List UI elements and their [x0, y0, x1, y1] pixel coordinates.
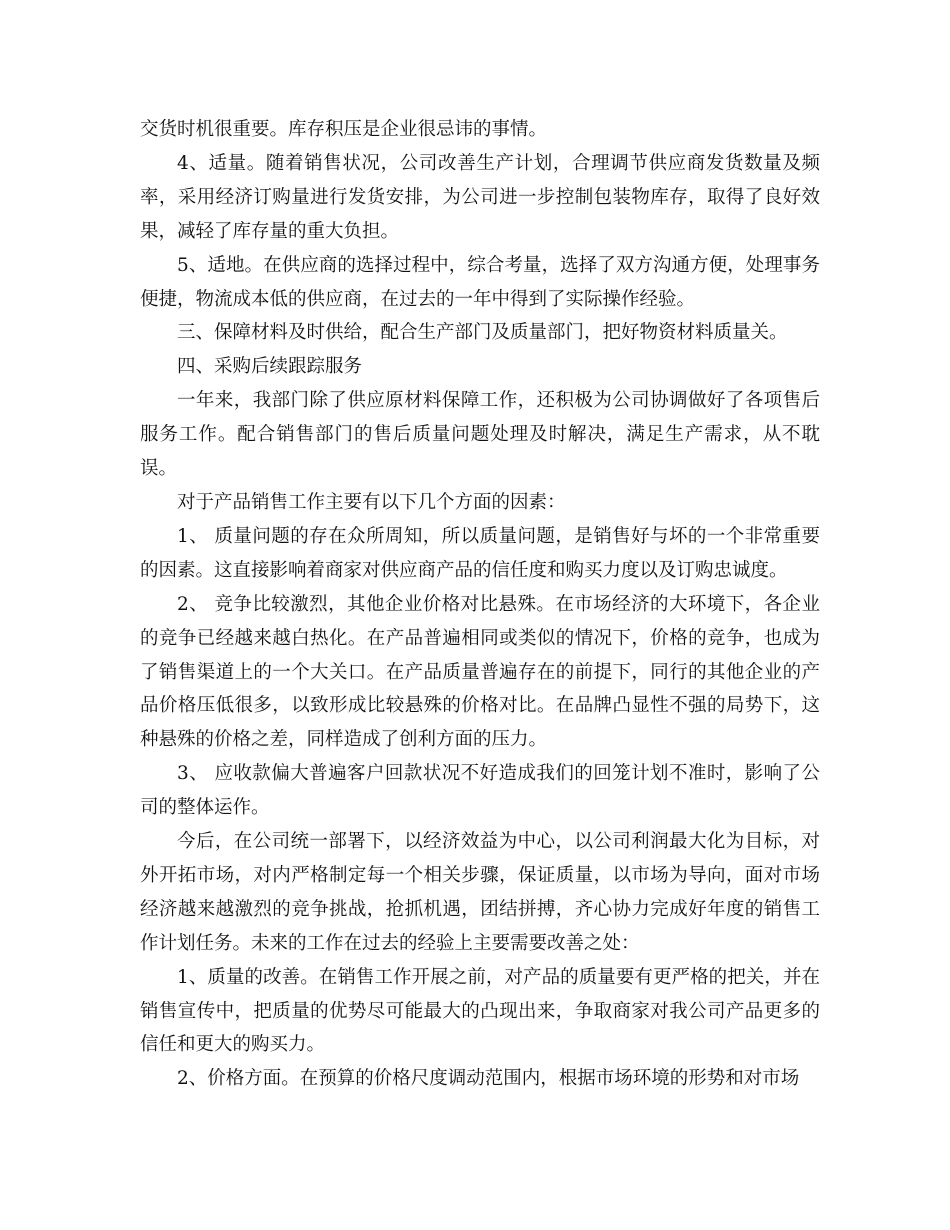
paragraph-factor-1-quality: 1、 质量问题的存在众所周知，所以质量问题，是销售好与坏的一个非常重要的因素。这直接影响着商家对供应商产品的信任度和购买力度以及订购忠诚度。	[140, 525, 820, 581]
paragraph-factor-2-competition: 2、 竞争比较激烈，其他企业价格对比悬殊。在市场经济的大环境下，各企业的竞争已经越来越白热化。在产品普遍相同或类似的情况下，价格的竞争，也成为了销售渠道上的一个大关口。在产品质量普遍存在的前提下，同行的其他企业的产品价格压低很多，以致形成比较悬殊的价格对比。在品牌凸显性不强的局势下，这种悬殊的价格之差，同样造成了创利方面的压力。	[140, 593, 820, 751]
paragraph-improvement-2-price: 2、价格方面。在预算的价格尺度调动范围内，根据市场环境的形势和对市场	[177, 1068, 800, 1090]
paragraph-improvement-1-quality: 1、质量的改善。在销售工作开展之前，对产品的质量要有更严格的把关，并在销售宣传中，把质量的优势尽可能最大的凸现出来，争取商家对我公司产品更多的信任和更大的购买力。	[140, 966, 820, 1056]
paragraph-item-5-location: 5、适地。在供应商的选择过程中，综合考量，选择了双方沟通方便，处理事务便捷，物流成本低的供应商，在过去的一年中得到了实际操作经验。	[140, 254, 820, 310]
section-heading-4: 四、采购后续跟踪服务	[177, 356, 363, 378]
paragraph-factor-3-receivables: 3、 应收款偏大普遍客户回款状况不好造成我们的回笼计划不准时，影响了公司的整体运作。	[140, 763, 820, 819]
paragraph-continuation: 交货时机很重要。库存积压是企业很忌讳的事情。	[140, 119, 548, 140]
paragraph-future-plan: 今后，在公司统一部署下，以经济效益为中心，以公司利润最大化为目标，对外开拓市场，对内严格制定每一个相关步骤，保证质量，以市场为导向，面对市场经济越来越激烈的竞争挑战，抢抓机遇，团结拼搏，齐心协力完成好年度的销售工作计划任务。未来的工作在过去的经验上主要需要改善之处：	[140, 831, 820, 954]
paragraph-item-4-quantity: 4、适量。随着销售状况，公司改善生产计划，合理调节供应商发货数量及频率，采用经济订购量进行发货安排，为公司进一步控制包装物库存，取得了良好效果，减轻了库存量的重大负担。	[140, 152, 820, 242]
paragraph-sales-factors-intro: 对于产品销售工作主要有以下几个方面的因素：	[177, 491, 566, 513]
paragraph-year-summary: 一年来，我部门除了供应原材料保障工作，还积极为公司协调做好了各项售后服务工作。配合销售部门的售后质量问题处理及时解决，满足生产需求，从不耽误。	[140, 390, 820, 480]
document-body	[140, 113, 820, 1096]
section-heading-3: 三、保障材料及时供给，配合生产部门及质量部门，把好物资材料质量关。	[177, 322, 788, 344]
